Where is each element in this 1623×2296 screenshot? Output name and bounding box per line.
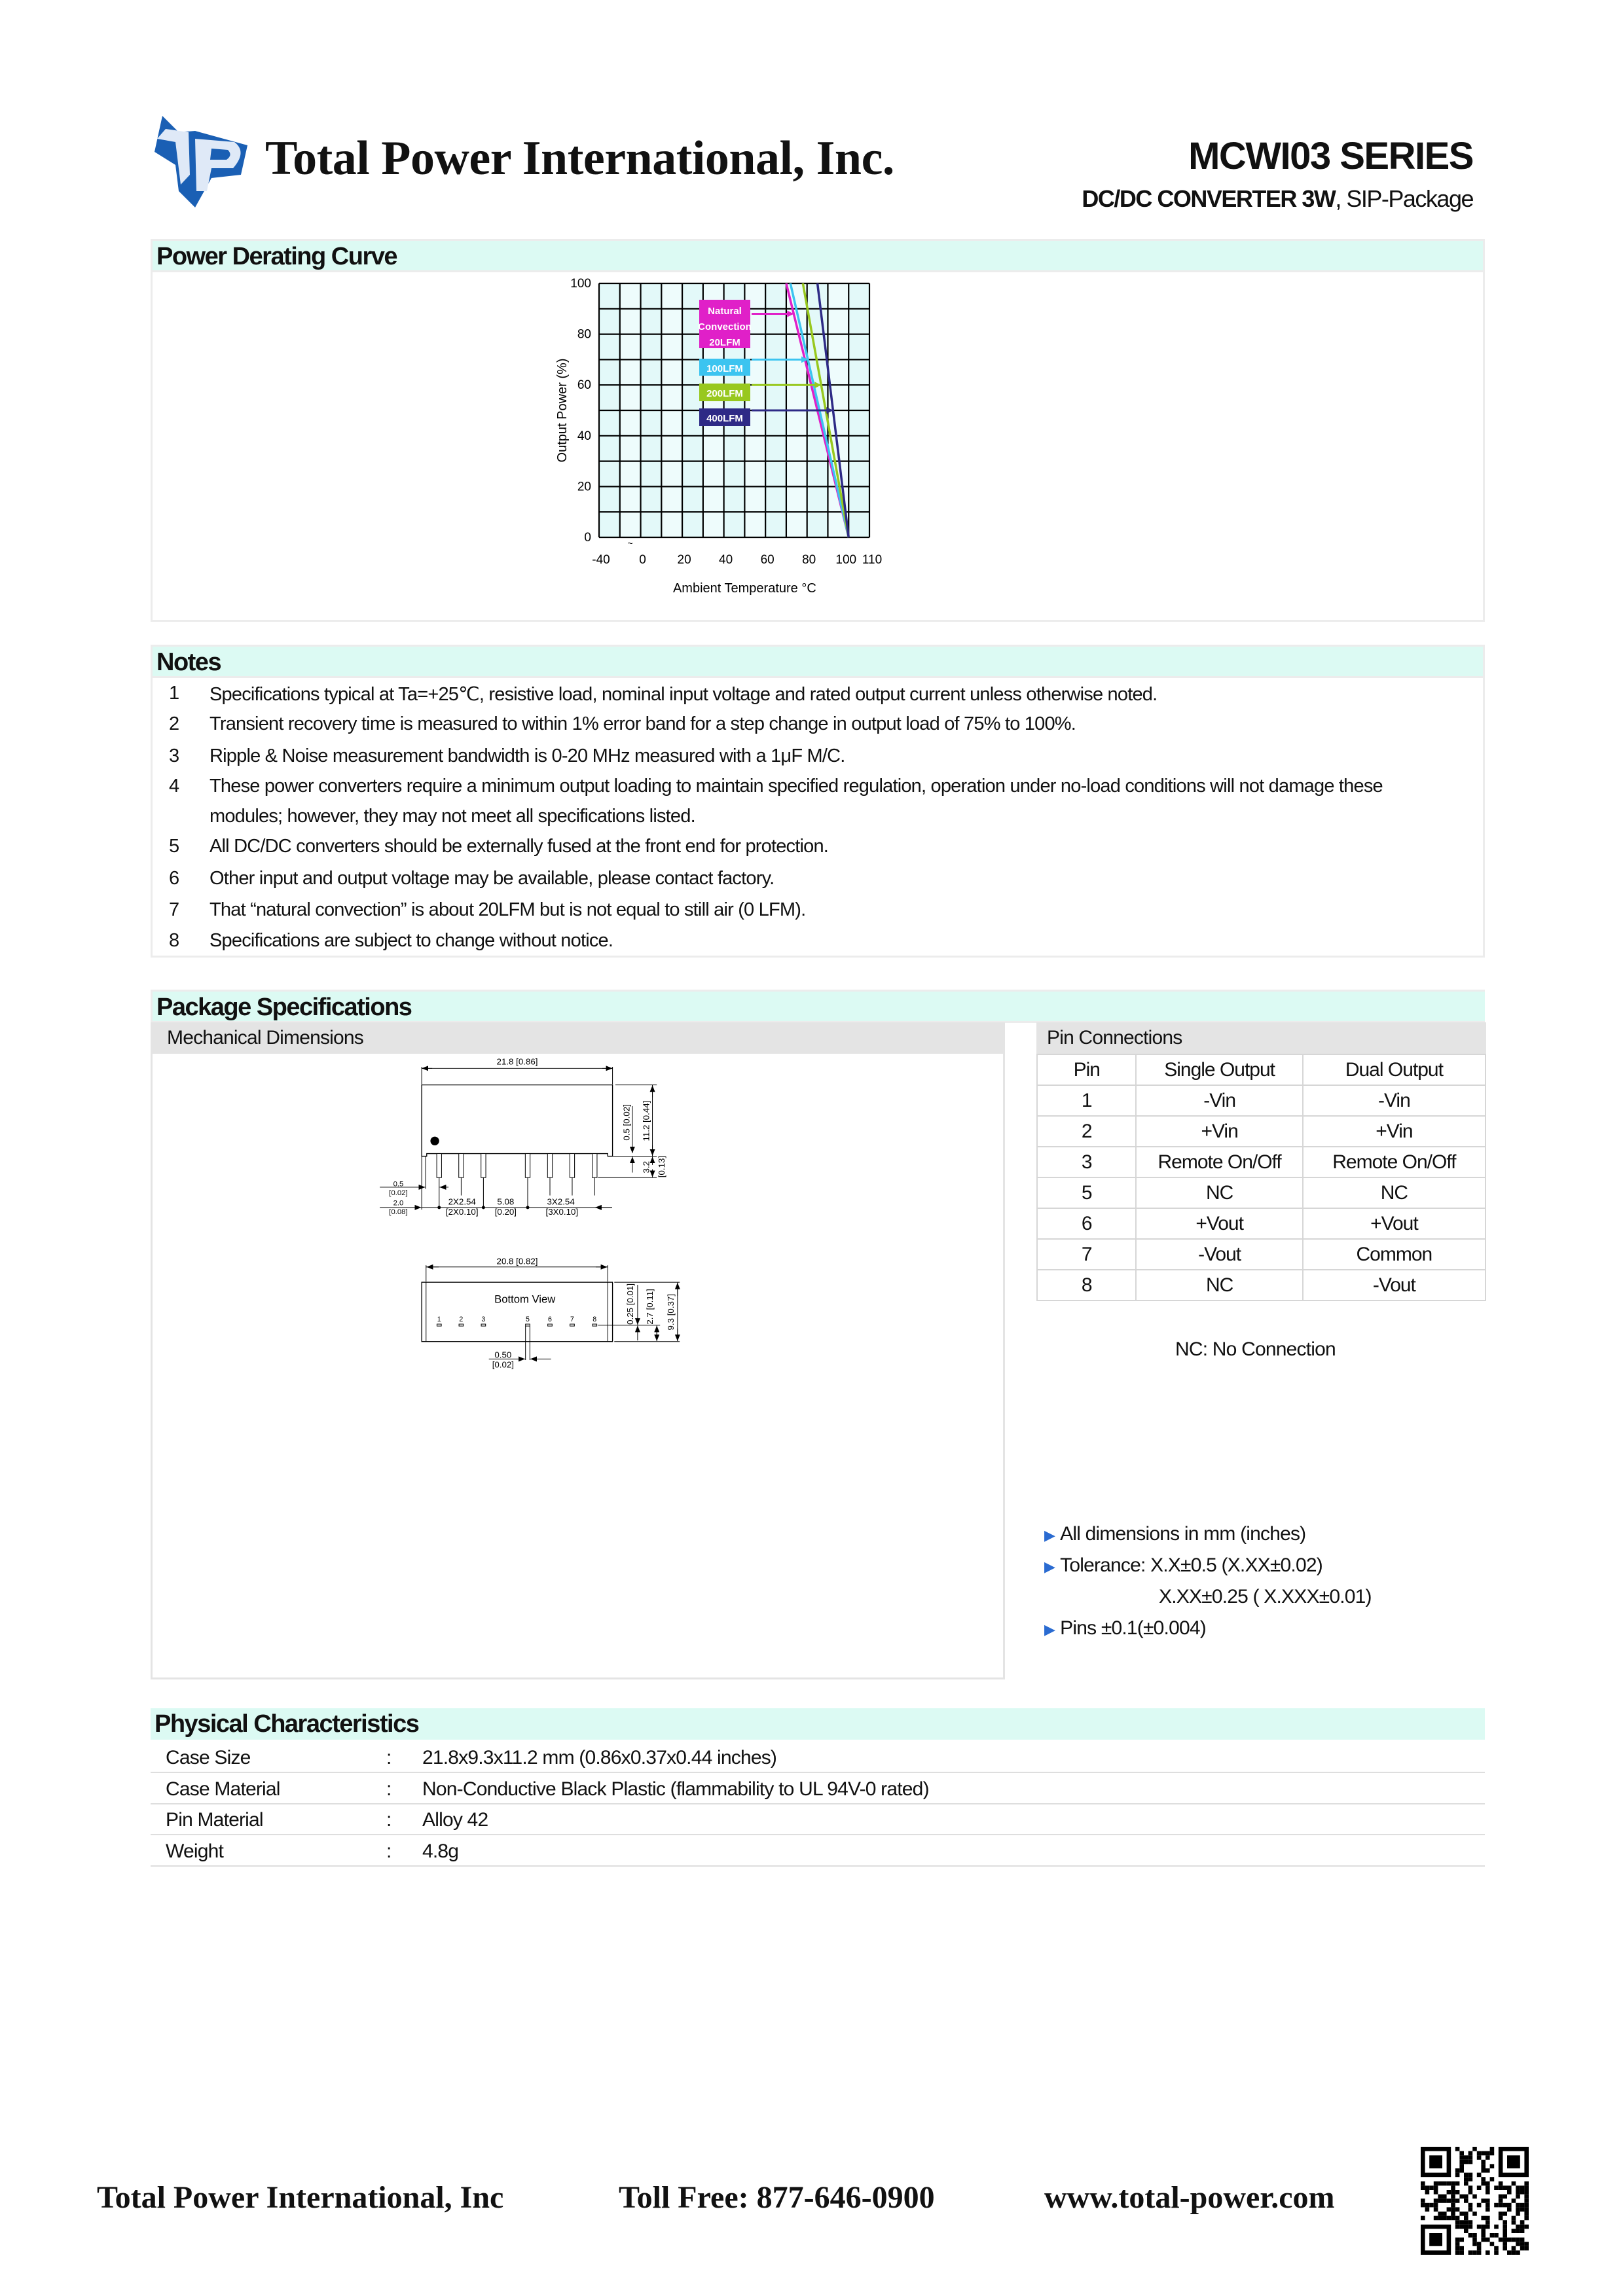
column-header: Dual Output bbox=[1303, 1054, 1486, 1085]
table-cell: 1 bbox=[1037, 1085, 1136, 1116]
physical-value: Non-Conductive Black Plastic (flammability to UL 94V-0 rated) bbox=[422, 1778, 929, 1800]
note-number: 6 bbox=[169, 868, 179, 889]
table-cell: NC bbox=[1136, 1177, 1302, 1208]
table-cell: Common bbox=[1303, 1239, 1486, 1270]
note-text: These power converters require a minimum output loading to maintain specified regulation, operation under no-load conditions will not damage these bbox=[210, 776, 1383, 797]
section-title: Physical Characteristics bbox=[151, 1708, 1485, 1740]
x-tick-label: 0 bbox=[639, 553, 646, 567]
physical-label: Weight bbox=[166, 1840, 224, 1862]
dim-pin-width-in: [0.02] bbox=[492, 1359, 515, 1370]
note-text: Specifications are subject to change without notice. bbox=[210, 930, 613, 951]
table-cell: 3 bbox=[1037, 1147, 1136, 1177]
tp-logo-icon bbox=[149, 113, 257, 211]
note-number: 2 bbox=[169, 713, 179, 734]
table-cell: Remote On/Off bbox=[1303, 1147, 1486, 1177]
pin-number: 2 bbox=[459, 1316, 464, 1324]
qr-code-icon[interactable] bbox=[1421, 2147, 1529, 2255]
note-text: Other input and output voltage may be available, please contact factory. bbox=[210, 868, 775, 889]
dim-pitch-3-in: [3X0.10] bbox=[545, 1206, 579, 1217]
table-cell: 2 bbox=[1037, 1116, 1136, 1147]
product-subtitle bbox=[1082, 185, 1473, 213]
axis-break-mark: ~ bbox=[627, 538, 633, 548]
pin-pad bbox=[593, 1324, 597, 1326]
note-text: That “natural convection” is about 20LFM but is not equal to still air (0 LFM). bbox=[210, 899, 806, 920]
dim-pin-length: 3.2 bbox=[641, 1160, 651, 1174]
table-cell: -Vout bbox=[1303, 1270, 1486, 1300]
table-cell: -Vout bbox=[1136, 1239, 1302, 1270]
y-axis-label: Output Power (%) bbox=[555, 358, 570, 463]
table-cell: -Vin bbox=[1136, 1085, 1302, 1116]
physical-value: 4.8g bbox=[422, 1840, 459, 1862]
physical-value: Alloy 42 bbox=[422, 1809, 488, 1831]
note-text: All dimensions in mm (inches) bbox=[1060, 1523, 1306, 1545]
note-number: 1 bbox=[169, 683, 179, 704]
dim-left-offset: 0.5 bbox=[393, 1180, 404, 1189]
dim-width-bottom: 20.8 [0.82] bbox=[496, 1256, 538, 1266]
physical-row bbox=[151, 1774, 1485, 1804]
pin-connections-panel bbox=[1036, 1022, 1486, 1301]
y-tick-label: 40 bbox=[577, 429, 591, 443]
physical-row bbox=[151, 1836, 1485, 1867]
dim-width-top: 21.8 [0.86] bbox=[496, 1056, 538, 1067]
table-cell: 7 bbox=[1037, 1239, 1136, 1270]
subtitle-bold: DC/DC CONVERTER 3W bbox=[1082, 185, 1336, 212]
physical-label: Case Material bbox=[166, 1778, 280, 1800]
derating-chart bbox=[550, 275, 1087, 615]
nc-note: NC: No Connection bbox=[1175, 1338, 1336, 1360]
x-tick-label: 40 bbox=[719, 553, 733, 567]
company-name: Total Power International, Inc. bbox=[265, 132, 894, 185]
physical-separator: : bbox=[386, 1840, 392, 1862]
section-title: Package Specifications bbox=[153, 992, 1485, 1023]
y-tick-label: 100 bbox=[570, 277, 591, 291]
note-all-dimensions bbox=[1044, 1523, 1305, 1545]
dim-left-pin: 2.0 bbox=[393, 1199, 404, 1208]
dim-pin-offset: 0.25 [0.01] bbox=[625, 1283, 636, 1325]
dim-standoff: 0.5 [0.02] bbox=[621, 1104, 632, 1141]
physical-label: Pin Material bbox=[166, 1809, 263, 1831]
y-tick-label: 60 bbox=[577, 378, 591, 393]
pin-lead bbox=[547, 1154, 552, 1178]
column-header: Single Output bbox=[1136, 1054, 1302, 1085]
note-text: Ripple & Noise measurement bandwidth is 0-20 MHz measured with a 1μF M/C. bbox=[210, 745, 845, 766]
table-cell: +Vin bbox=[1303, 1116, 1486, 1147]
note-number: 5 bbox=[169, 836, 179, 857]
dim-pitch-1-in: [2X0.10] bbox=[445, 1206, 479, 1217]
pin-number: 1 bbox=[437, 1316, 441, 1324]
section-title: Power Derating Curve bbox=[153, 241, 1483, 272]
note-number: 4 bbox=[169, 776, 179, 797]
legend-label: Convection bbox=[698, 321, 752, 332]
legend-label: 20LFM bbox=[709, 337, 740, 348]
dim-pin-width: 0.50 bbox=[494, 1350, 512, 1360]
x-tick-label: 80 bbox=[802, 553, 816, 567]
dim-pin-length-in: [0.13] bbox=[656, 1155, 666, 1178]
dim-pitch-2-in: [0.20] bbox=[494, 1206, 517, 1217]
pin-pad bbox=[437, 1324, 441, 1326]
table-row bbox=[1037, 1239, 1486, 1270]
table-cell: 6 bbox=[1037, 1208, 1136, 1239]
x-tick-label: 110 bbox=[862, 553, 883, 567]
note-number: 7 bbox=[169, 899, 179, 920]
table-row bbox=[1037, 1147, 1486, 1177]
dim-pitch-1: 2X2.54 bbox=[448, 1196, 476, 1207]
pin-table bbox=[1036, 1054, 1486, 1301]
dim-height: 11.2 [0.44] bbox=[641, 1100, 651, 1141]
note-text: Specifications typical at Ta=+25℃, resistive load, nominal input voltage and rated output current unless otherwise noted. bbox=[210, 684, 1158, 705]
physical-separator: : bbox=[386, 1747, 392, 1768]
note-text: Tolerance: X.X±0.5 (X.XX±0.02) bbox=[1060, 1554, 1322, 1576]
note-tolerance bbox=[1044, 1554, 1322, 1577]
table-row bbox=[1037, 1177, 1486, 1208]
note-pins bbox=[1044, 1617, 1206, 1640]
table-cell: 8 bbox=[1037, 1270, 1136, 1300]
table-row bbox=[1037, 1085, 1486, 1116]
table-cell: +Vin bbox=[1136, 1116, 1302, 1147]
pin-lead bbox=[437, 1154, 441, 1178]
pin-lead bbox=[459, 1154, 464, 1178]
physical-row bbox=[151, 1742, 1485, 1773]
y-tick-label: 0 bbox=[584, 531, 591, 545]
series-title: MCWI03 SERIES bbox=[1188, 135, 1473, 177]
note-text: Transient recovery time is measured to within 1% error band for a step change in output load of 75% to 100%. bbox=[210, 713, 1076, 734]
pin-pad bbox=[526, 1324, 530, 1326]
table-cell: 5 bbox=[1037, 1177, 1136, 1208]
table-cell: NC bbox=[1136, 1270, 1302, 1300]
footer-phone[interactable]: Toll Free: 877-646-0900 bbox=[619, 2180, 935, 2215]
legend-label: 400LFM bbox=[706, 413, 743, 424]
x-axis-label: Ambient Temperature °C bbox=[672, 581, 816, 596]
bullet-icon: ▶ bbox=[1044, 1621, 1055, 1638]
note-text: Pins ±0.1(±0.004) bbox=[1060, 1617, 1206, 1639]
bullet-icon: ▶ bbox=[1044, 1527, 1055, 1543]
y-tick-label: 20 bbox=[577, 480, 591, 494]
table-row bbox=[1037, 1270, 1486, 1300]
table-cell: +Vout bbox=[1136, 1208, 1302, 1239]
x-tick-label: 100 bbox=[835, 553, 857, 567]
column-header: Pin bbox=[1037, 1054, 1136, 1085]
note-number: 3 bbox=[169, 745, 179, 766]
legend-label: Natural bbox=[708, 306, 742, 317]
pin-lead bbox=[570, 1154, 574, 1178]
bottom-view-label: Bottom View bbox=[494, 1293, 556, 1306]
table-cell: +Vout bbox=[1303, 1208, 1486, 1239]
pin-number: 7 bbox=[570, 1316, 574, 1324]
notes-section bbox=[151, 645, 1485, 958]
table-cell: Remote On/Off bbox=[1136, 1147, 1302, 1177]
table-cell: NC bbox=[1303, 1177, 1486, 1208]
pin-number: 6 bbox=[548, 1316, 552, 1324]
pin-pad bbox=[548, 1324, 553, 1326]
legend-label: 200LFM bbox=[706, 388, 743, 399]
dim-pin-row: 2.7 [0.11] bbox=[645, 1289, 655, 1325]
subtitle-rest: , SIP-Package bbox=[1335, 185, 1473, 212]
x-tick-label: 60 bbox=[760, 553, 775, 567]
physical-value: 21.8x9.3x11.2 mm (0.86x0.37x0.44 inches) bbox=[422, 1747, 777, 1768]
physical-section bbox=[151, 1708, 1485, 1872]
pin-number: 8 bbox=[593, 1316, 597, 1324]
pin-pad bbox=[459, 1324, 464, 1326]
pin-number: 3 bbox=[481, 1316, 486, 1324]
footer-company: Total Power International, Inc bbox=[97, 2180, 504, 2215]
note-tolerance-2: X.XX±0.25 ( X.XXX±0.01) bbox=[1159, 1586, 1372, 1607]
company-logo bbox=[149, 113, 257, 211]
pin1-marker-icon bbox=[430, 1137, 439, 1145]
physical-separator: : bbox=[386, 1809, 392, 1831]
note-text: All DC/DC converters should be externally fused at the front end for protection. bbox=[210, 836, 829, 857]
table-cell: -Vin bbox=[1303, 1085, 1486, 1116]
physical-separator: : bbox=[386, 1778, 392, 1800]
mechanical-title: Mechanical Dimensions bbox=[153, 1022, 1003, 1054]
pin-number: 5 bbox=[526, 1316, 530, 1324]
dim-pitch-3: 3X2.54 bbox=[547, 1196, 575, 1207]
dim-left-pin-in: [0.08] bbox=[389, 1208, 408, 1216]
pin-lead bbox=[593, 1154, 597, 1178]
pin-table-header bbox=[1037, 1054, 1486, 1085]
x-tick-label: 20 bbox=[677, 553, 691, 567]
pin-lead bbox=[525, 1154, 530, 1178]
dim-pitch-2: 5.08 bbox=[497, 1196, 515, 1207]
pin-pad bbox=[570, 1324, 575, 1326]
pin-pad bbox=[481, 1324, 486, 1326]
y-tick-label: 80 bbox=[577, 327, 591, 342]
physical-label: Case Size bbox=[166, 1747, 251, 1768]
section-title: Notes bbox=[153, 647, 1483, 678]
footer-website[interactable]: www.total-power.com bbox=[1044, 2180, 1335, 2215]
table-row bbox=[1037, 1116, 1486, 1147]
dim-left-offset-in: [0.02] bbox=[389, 1189, 408, 1197]
note-text-continued: modules; however, they may not meet all specifications listed. bbox=[210, 806, 695, 827]
legend-label: 100LFM bbox=[706, 363, 743, 374]
mechanical-drawing bbox=[367, 1047, 707, 1383]
physical-row bbox=[151, 1804, 1485, 1835]
pin-lead bbox=[481, 1154, 486, 1178]
note-number: 8 bbox=[169, 930, 179, 951]
dim-depth: 9.3 [0.37] bbox=[666, 1293, 676, 1331]
pin-connections-title: Pin Connections bbox=[1036, 1022, 1486, 1054]
bullet-icon: ▶ bbox=[1044, 1558, 1055, 1575]
x-tick-label: -40 bbox=[592, 553, 610, 567]
table-row bbox=[1037, 1208, 1486, 1239]
